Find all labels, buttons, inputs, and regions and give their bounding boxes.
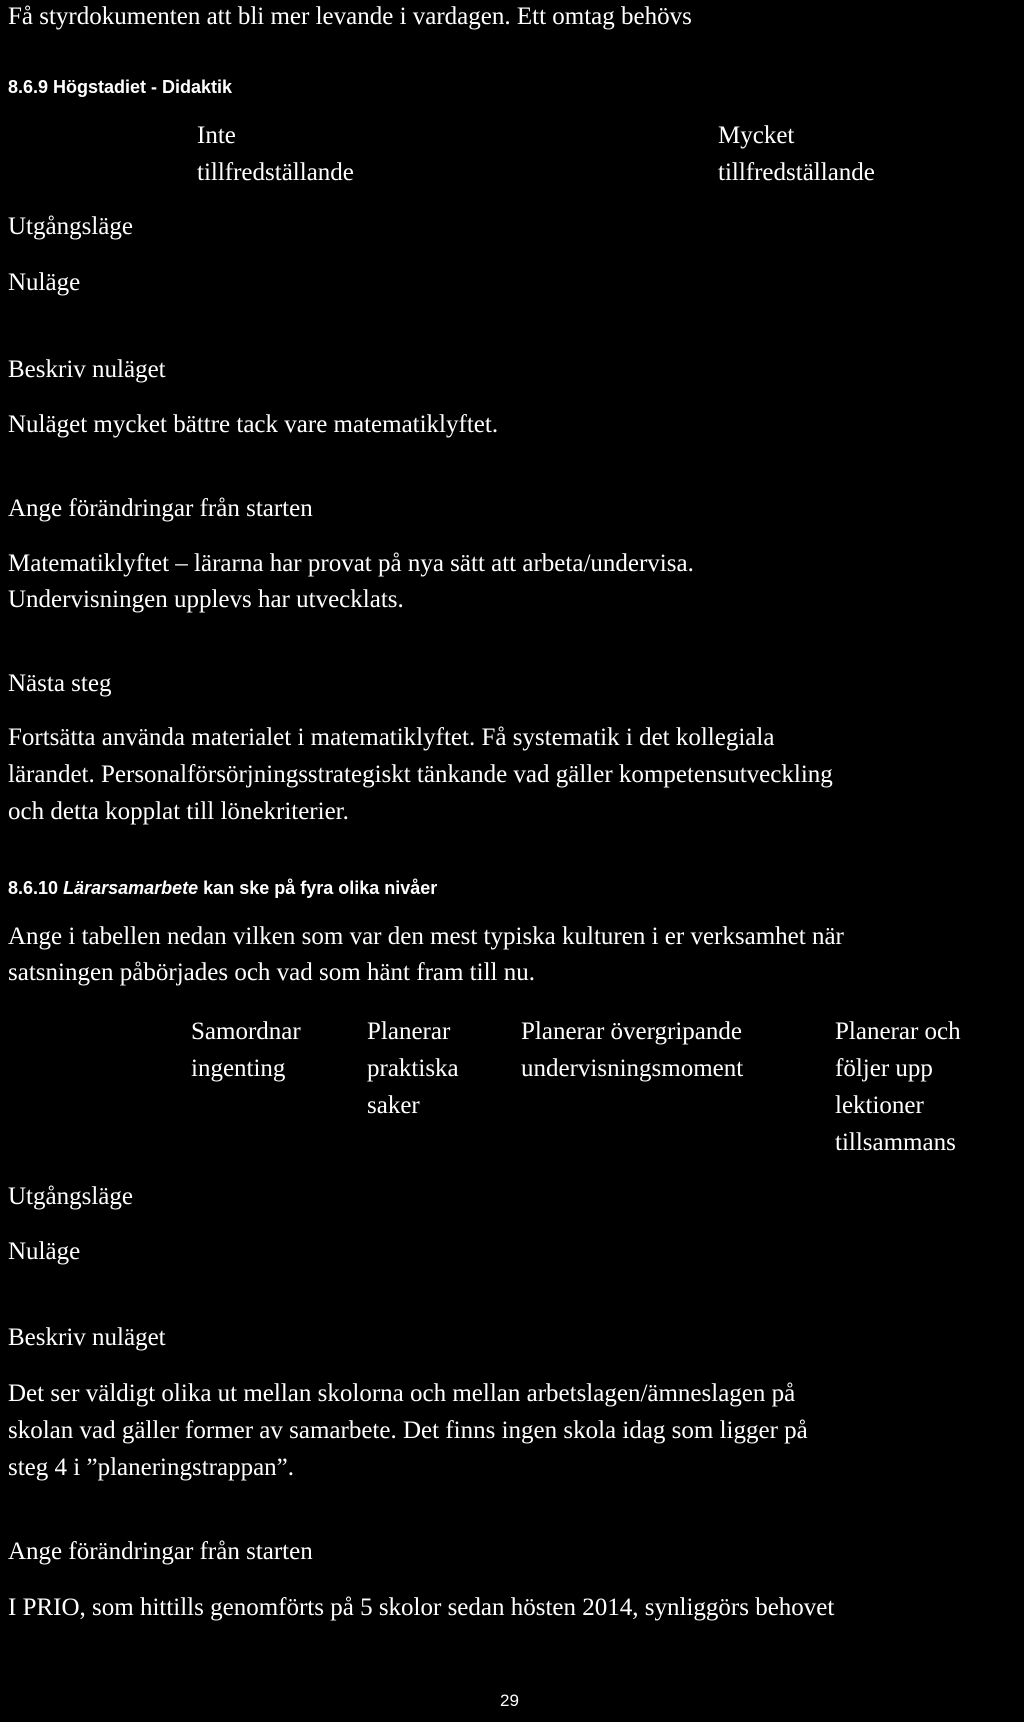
page-number: 29 bbox=[500, 1691, 519, 1710]
intro-line2: satsningen påbörjades och vad som hänt fram till nu. bbox=[8, 959, 535, 986]
changes-label-2: Ange förändringar från starten bbox=[8, 1538, 313, 1565]
scale-low-label-line1: Inte bbox=[197, 122, 236, 149]
row-label-start: Utgångsläge bbox=[8, 213, 133, 240]
heading-rest: kan ske på fyra olika nivåer bbox=[203, 878, 438, 898]
next-steps-line3: och detta kopplat till lönekriterier. bbox=[8, 798, 349, 825]
column-header-line: saker bbox=[367, 1092, 420, 1119]
section-heading-collaboration bbox=[8, 878, 437, 900]
column-header-line: ingenting bbox=[191, 1055, 286, 1082]
column-header-plans-overarching bbox=[521, 1013, 743, 1087]
row-label-now-2: Nuläge bbox=[8, 1238, 81, 1265]
describe-text-2-line3: steg 4 i ”planeringstrappan”. bbox=[8, 1454, 295, 1481]
row-label-start-2: Utgångsläge bbox=[8, 1183, 133, 1210]
column-header-line: lektioner bbox=[835, 1092, 924, 1119]
column-header-line: undervisningsmoment bbox=[521, 1055, 744, 1082]
describe-label-2: Beskriv nuläget bbox=[8, 1324, 166, 1351]
row-label-now: Nuläge bbox=[8, 269, 81, 296]
section-heading-didaktik: 8.6.9 Högstadiet - Didaktik bbox=[8, 77, 233, 97]
describe-text-2-line1: Det ser väldigt olika ut mellan skolorna och mellan arbetslagen/ämneslagen på bbox=[8, 1380, 796, 1407]
changes-text-line2: Undervisningen upplevs har utvecklats. bbox=[8, 586, 404, 613]
changes-label: Ange förändringar från starten bbox=[8, 495, 313, 522]
column-header-line: Samordnar bbox=[191, 1018, 301, 1045]
changes-text-line1: Matematiklyftet – lärarna har provat på nya sätt att arbeta/undervisa. bbox=[8, 550, 694, 577]
scale-low-label-line2: tillfredställande bbox=[197, 159, 354, 186]
column-header-line: tillsammans bbox=[835, 1129, 956, 1156]
describe-label: Beskriv nuläget bbox=[8, 356, 166, 383]
heading-number: 8.6.10 bbox=[8, 878, 59, 898]
column-header-line: Planerar och bbox=[835, 1018, 961, 1045]
column-header-line: praktiska bbox=[367, 1055, 459, 1082]
column-header-line: Planerar övergripande bbox=[521, 1018, 742, 1045]
column-header-line: Planerar bbox=[367, 1018, 451, 1045]
scale-high-label-line1: Mycket bbox=[718, 122, 795, 149]
column-header-plans-practical bbox=[367, 1013, 459, 1124]
column-header-plans-together bbox=[835, 1013, 961, 1161]
next-steps-label: Nästa steg bbox=[8, 670, 112, 697]
scale-high-label-line2: tillfredställande bbox=[718, 159, 875, 186]
heading-italic-term: Lärarsamarbete bbox=[63, 878, 199, 898]
next-steps-line1: Fortsätta använda materialet i matematiklyftet. Få systematik i det kollegiala bbox=[8, 724, 775, 751]
intro-line1: Ange i tabellen nedan vilken som var den mest typiska kulturen i er verksamhet när bbox=[8, 923, 844, 950]
column-header-coordinates-nothing bbox=[191, 1013, 301, 1087]
column-header-line: följer upp bbox=[835, 1055, 933, 1082]
describe-text-2-line2: skolan vad gäller former av samarbete. Det finns ingen skola idag som ligger på bbox=[8, 1417, 808, 1444]
top-text-line: Få styrdokumenten att bli mer levande i vardagen. Ett omtag behövs bbox=[8, 3, 692, 30]
describe-text: Nuläget mycket bättre tack vare matematiklyftet. bbox=[8, 411, 499, 438]
next-steps-line2: lärandet. Personalförsörjningsstrategiskt tänkande vad gäller kompetensutveckling bbox=[8, 761, 833, 788]
changes-text-2-line1: I PRIO, som hittills genomförts på 5 skolor sedan hösten 2014, synliggörs behovet bbox=[8, 1594, 835, 1621]
